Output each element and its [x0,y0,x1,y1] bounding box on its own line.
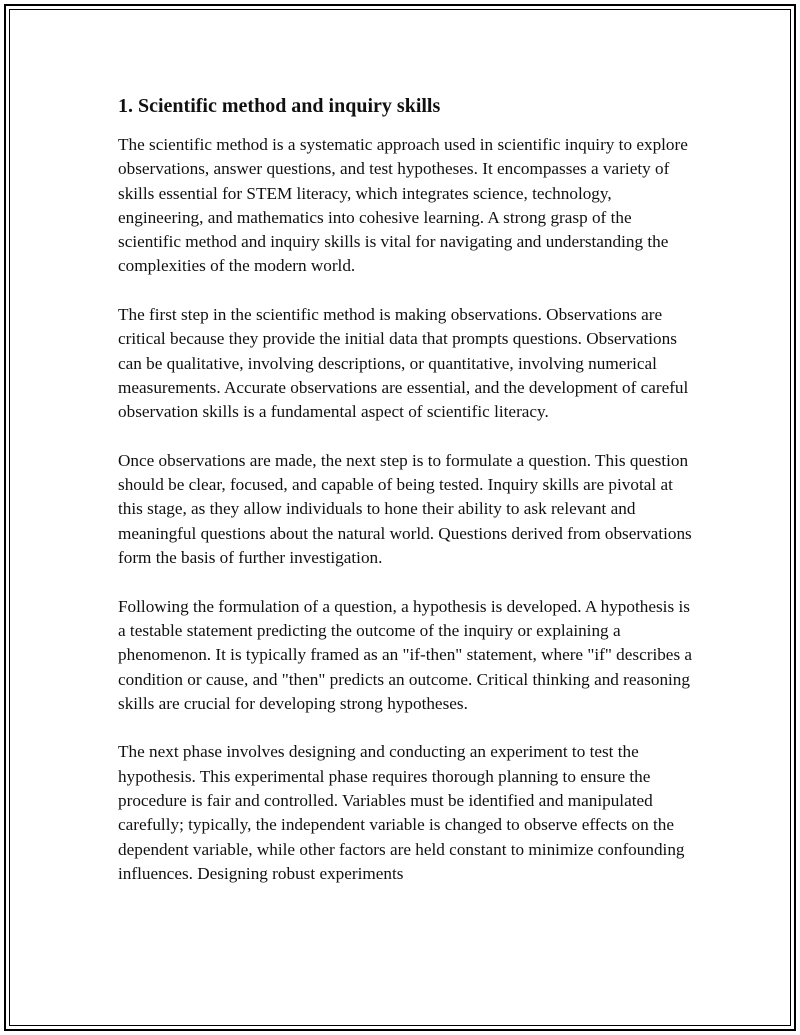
paragraph-experiment: The next phase involves designing and conducting an experiment to test the hypothesis. This experimental phase requires thorough planning to ensure the procedure is fair and controlled. Variables must be identified and manipulated carefully; typically, the independent variable is changed to observe effects on the dependent variable, while other factors are held constant to minimize confounding influences. Designing robust experiments [118,742,685,883]
paragraph-observations: The first step in the scientific method is making observations. Observations are critical because they provide the initial data that prompts questions. Observations can be qualitative, involving descriptions, or quantitative, involving numerical measurements. Accurate observations are essential, and the development of careful observation skills is a fundamental aspect of scientific literacy. [118,305,689,422]
section-heading: 1. Scientific method and inquiry skills [118,95,441,117]
document-body [118,93,693,911]
paragraph-hypothesis: Following the formulation of a question, a hypothesis is developed. A hypothesis is a testable statement predicting the outcome of the inquiry or explaining a phenomenon. It is typically framed as an "if-then" statement, where "if" describes a condition or cause, and "then" predicts an outcome. Critical thinking and reasoning skills are crucial for developing strong hypotheses. [118,596,693,713]
paragraph-question: Once observations are made, the next step is to formulate a question. This question should be clear, focused, and capable of being tested. Inquiry skills are pivotal at this stage, as they allow individuals to hone their ability to ask relevant and meaningful questions about the natural world. Questions derived from observations form the basis of further investigation. [118,450,692,568]
paragraph-intro: The scientific method is a systematic approach used in scientific inquiry to explore observations, answer questions, and test hypotheses. It encompasses a variety of skills essential for STEM literacy, which integrates science, technology, engineering, and mathematics into cohesive learning. A strong grasp of the scientific method and inquiry skills is vital for navigating and understanding the complexities of the modern world. [118,135,688,276]
